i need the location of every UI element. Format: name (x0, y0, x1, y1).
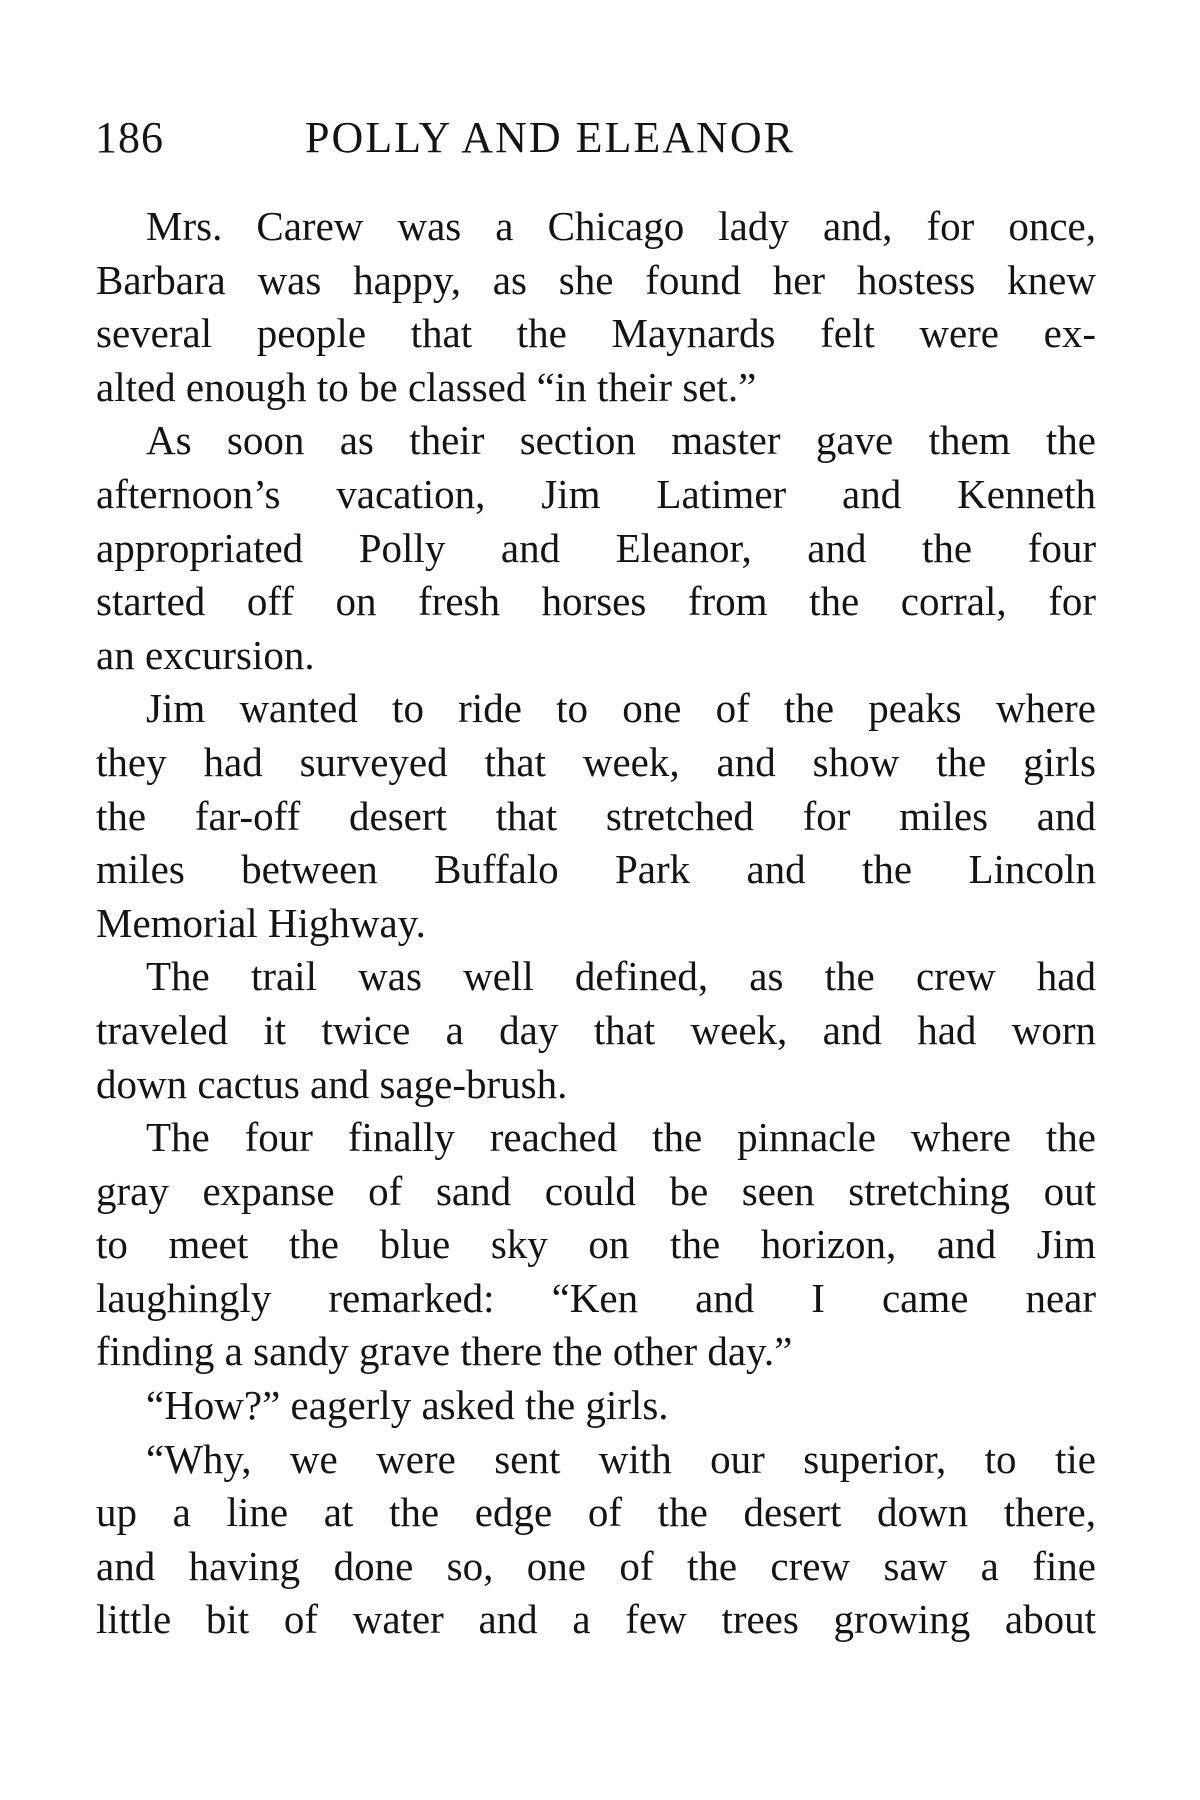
text-line: Mrs. Carew was a Chicago lady and, for once, (146, 203, 1096, 249)
text-line: miles between Buffalo Park and the Lincoln (96, 846, 1096, 893)
text-line: “Why, we were sent with our superior, to tie (146, 1435, 1096, 1482)
text-line: and having done so, one of the crew saw a fine (96, 1542, 1096, 1589)
paragraph (96, 1111, 1096, 1379)
paragraph (96, 200, 1096, 414)
paragraph (96, 682, 1096, 950)
text-line: Barbara was happy, as she found her hostess knew (96, 256, 1096, 303)
text-line: “How?” eagerly asked the girls. (146, 1382, 669, 1429)
text-line: to meet the blue sky on the horizon, and Jim (96, 1221, 1096, 1268)
paragraph (96, 1433, 1096, 1647)
running-head (95, 108, 1095, 168)
text-line: down cactus and sage-brush. (96, 1060, 568, 1107)
text-line: little bit of water and a few trees growing about (96, 1596, 1096, 1643)
text-line: The four finally reached the pinnacle where the (146, 1114, 1096, 1161)
text-line: alted enough to be classed “in their set.” (96, 363, 757, 410)
text-line: afternoon’s vacation, Jim Latimer and Kenneth (96, 470, 1096, 517)
body-text (96, 200, 1096, 1647)
text-line: appropriated Polly and Eleanor, and the four (96, 524, 1096, 571)
paragraph (96, 950, 1096, 1111)
text-line: Jim wanted to ride to one of the peaks where (146, 685, 1096, 732)
page-number: 186 (95, 113, 164, 162)
text-line: they had surveyed that week, and show the girls (96, 738, 1096, 785)
text-line: gray expanse of sand could be seen stretching out (96, 1167, 1096, 1214)
text-line: The trail was well defined, as the crew had (146, 953, 1096, 1000)
text-line: an excursion. (96, 631, 315, 678)
paragraph (96, 1379, 1096, 1433)
text-line: As soon as their section master gave them the (146, 417, 1096, 464)
text-line: the far-off desert that stretched for miles and (96, 792, 1096, 839)
text-line: Memorial Highway. (96, 899, 426, 946)
text-line: up a line at the edge of the desert down there, (96, 1489, 1096, 1536)
text-line: finding a sandy grave there the other day.” (96, 1328, 793, 1375)
text-line: several people that the Maynards felt were ex- (96, 310, 1096, 357)
book-title: POLLY AND ELEANOR (305, 113, 795, 162)
text-line: laughingly remarked: “Ken and I came near (96, 1274, 1096, 1321)
text-line: traveled it twice a day that week, and had worn (96, 1006, 1096, 1053)
paragraph (96, 414, 1096, 682)
text-line: started off on fresh horses from the corral, for (96, 578, 1096, 625)
